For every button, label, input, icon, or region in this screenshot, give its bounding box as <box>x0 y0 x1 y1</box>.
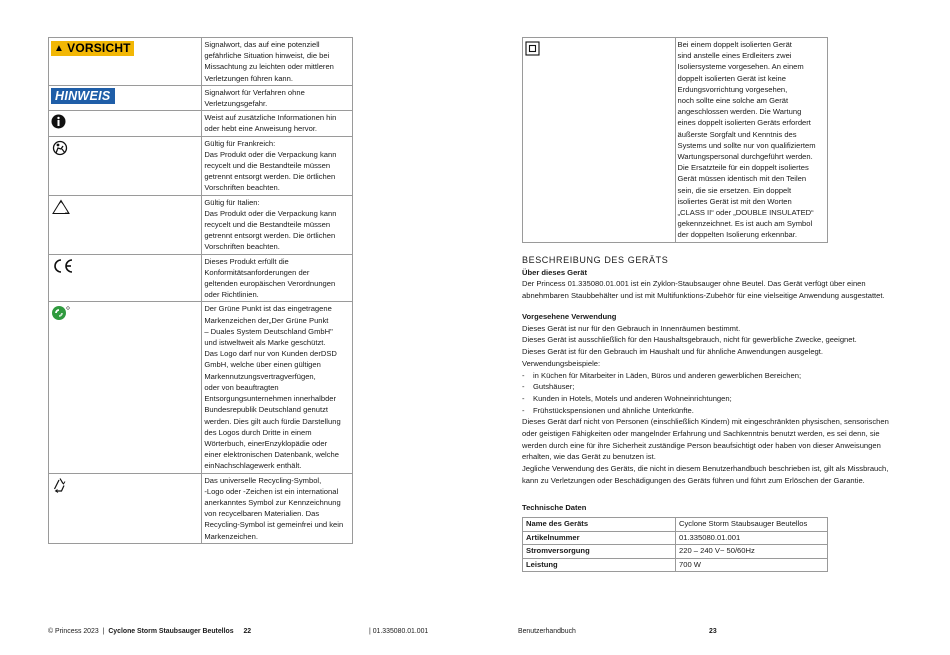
page-number-right: 23 <box>709 628 717 635</box>
table-cell-text: Gültig für Frankreich: Das Produkt oder die Verpackung kann recycelt und die Bestandteile müssen getrennt entsorgt werden. Die örtlichen Vorschriften beachten. <box>202 136 353 195</box>
table-cell-text: Der Grüne Punkt ist das eingetragene Markenzeichen der„Der Grüne Punkt – Duales System Deutschland GmbH" und istweltweit als Marke geschützt. Das Logo darf nur von Kunden derDSD GmbH, welche über einen gültigen Markennutzungsvertragverfügen, oder von beauftragten Entsorgungsunternehmen innerhalbder Bundesrepublik Deutschland genutzt werden. Dies gilt auch fürdie Darstellung des Logos durch Dritte in einem Wörterbuch, einerEnzyklopädie oder einer elektronischen Datenbank, welche einNachschlagewerk enthält. <box>202 302 353 473</box>
table-row <box>49 302 353 473</box>
recycling-symbol-icon <box>51 477 69 493</box>
table-row: Artikelnummer 01.335080.01.001 <box>523 531 828 545</box>
list-item: - in Küchen für Mitarbeiter in Läden, Büros und anderen gewerblichen Bereichen; <box>522 370 802 380</box>
table-row <box>49 85 353 110</box>
children-text: Dieses Gerät darf nicht von Personen (einschließlich Kindern) mit eingeschränkten physischen, sensorischen oder geistigen Fähigkeiten oder mangelnder Erfahrung und Sachkenntnis benutzt werden, es sei denn, sie werden durch eine für ihre Sicherheit zuständige Person beaufsichtigt oder haben von dieser Anweisungen erhalten, wie das Gerät zu benutzen ist. <box>522 417 889 462</box>
description-section <box>522 255 902 302</box>
intended-line: Verwendungsbeispiele: <box>522 358 601 368</box>
about-title: Über dieses Gerät <box>522 267 587 277</box>
spec-table <box>522 517 828 572</box>
footer-product: Cyclone Storm Staubsauger Beutellos <box>108 628 234 635</box>
table-cell-text: Bei einem doppelt isolierten Gerät sind anstelle eines Erdleiters zwei Isoliersysteme vorgesehen. An einem doppelt isolierten Gerät ist keine Erdungsvorrichtung vorgesehen, noch sollte eine solche am Gerät angeschlossen werden. Die Wartung eines doppelt isolierten Geräts erfordert äußerste Sorgfalt und Kenntnis des Systems und sollte nur von qualifiziertem Wartungspersonal durchgeführt werden. Die Ersatzteile für ein doppelt isoliertes Gerät müssen identisch mit den Teilen sein, die sie ersetzen. Ein doppelt isoliertes Gerät ist mit den Worten „CLASS II“ oder „DOUBLE INSULATED“ gekennzeichnet. Es ist auch am Symbol der doppelten Isolierung erkennbar. <box>675 38 827 243</box>
hinweis-badge: HINWEIS <box>51 88 115 104</box>
table-row: Leistung 700 W <box>523 558 828 572</box>
table-cell-text: Dieses Produkt erfüllt die Konformitätsanforderungen der geltenden europäischen Verordnungen oder Richtlinien. <box>202 254 353 302</box>
recycle-triangle-icon <box>51 199 71 215</box>
intended-use-section <box>522 311 902 487</box>
table-cell-text: Signalwort, das auf eine potenziell gefährliche Situation hinweist, die bei Missachtung zu leichten oder mittleren Verletzungen führen kann. <box>202 38 353 86</box>
table-row <box>49 254 353 302</box>
page-number-left: 22 <box>243 628 252 635</box>
section-heading: BESCHREIBUNG DES GERÄTS <box>522 255 669 265</box>
list-item: - Kunden in Hotels, Motels und anderen Wohneinrichtungen; <box>522 393 732 403</box>
table-row: Stromversorgung 220 – 240 V~ 50/60Hz <box>523 545 828 559</box>
intended-line: Dieses Gerät ist für den Gebrauch im Haushalt und für ähnliche Anwendungen ausgelegt. <box>522 347 823 357</box>
double-insulated-icon <box>525 41 540 56</box>
ce-mark-icon <box>51 258 75 274</box>
symbol-table-right <box>522 37 828 243</box>
table-row <box>49 473 353 543</box>
green-dot-icon <box>51 305 71 321</box>
symbol-table-left <box>48 37 353 544</box>
tech-title: Technische Daten <box>522 503 587 512</box>
table-row <box>49 136 353 195</box>
table-row <box>523 38 828 243</box>
table-cell-text: Signalwort für Verfahren ohne Verletzungsgefahr. <box>202 85 353 110</box>
intended-line: Dieses Gerät ist nur für den Gebrauch in Innenräumen bestimmt. <box>522 323 741 333</box>
vorsicht-badge: ▲ VORSICHT <box>51 41 134 56</box>
intended-title: Vorgesehene Verwendung <box>522 312 617 321</box>
list-item: - Frühstückspensionen und ähnliche Unterkünfte. <box>522 405 694 415</box>
about-text: Der Princess 01.335080.01.001 ist ein Zyklon-Staubsauger ohne Beutel. Das Gerät verfügt über einen abnehmbaren Staubbehälter und ist mit Multifunktions-Zubehör für eine vielseitige Anwendung ausgestattet. <box>522 279 885 301</box>
table-row <box>49 195 353 254</box>
misuse-text: Jegliche Verwendung des Geräts, die nicht in diesem Benutzerhandbuch beschrieben ist, gilt als Missbrauch, kann zu Verletzungen oder Beschädigungen des Geräts führen und führt zum Erlöschen der Garantie. <box>522 464 889 485</box>
footer-manual: Benutzerhandbuch <box>518 628 576 635</box>
footer-copyright: © Princess 2023 <box>48 628 99 635</box>
table-row <box>49 38 353 86</box>
list-item: - Gutshäuser; <box>522 382 575 392</box>
warning-triangle-icon: ▲ <box>54 42 65 54</box>
table-row: Name des Geräts Cyclone Storm Staubsauger Beutellos <box>523 518 828 532</box>
footer-left: © Princess 2023 | Cyclone Storm Staubsauger Beutellos 22 <box>48 628 252 635</box>
table-cell-text: Weist auf zusätzliche Informationen hin oder hebt eine Anweisung hervor. <box>202 111 353 136</box>
footer-article: | 01.335080.01.001 <box>369 628 429 635</box>
table-row <box>49 111 353 136</box>
tech-data-section <box>522 502 902 514</box>
info-icon <box>51 114 66 129</box>
triman-icon <box>51 140 69 156</box>
intended-line: Dieses Gerät ist ausschließlich für den Haushaltsgebrauch, nicht für gewerbliche Zwecke, geeignet. <box>522 335 857 345</box>
table-cell-text: Das universelle Recycling-Symbol, -Logo oder -Zeichen ist ein international anerkanntes Symbol zur Kennzeichnung von recycelbaren Materialien. Das Recycling-Symbol ist gemeinfrei und kein Markenzeichen. <box>202 473 353 543</box>
table-cell-text: Gültig für Italien: Das Produkt oder die Verpackung kann recycelt und die Bestandteile müssen getrennt entsorgt werden. Die örtlichen Vorschriften beachten. <box>202 195 353 254</box>
